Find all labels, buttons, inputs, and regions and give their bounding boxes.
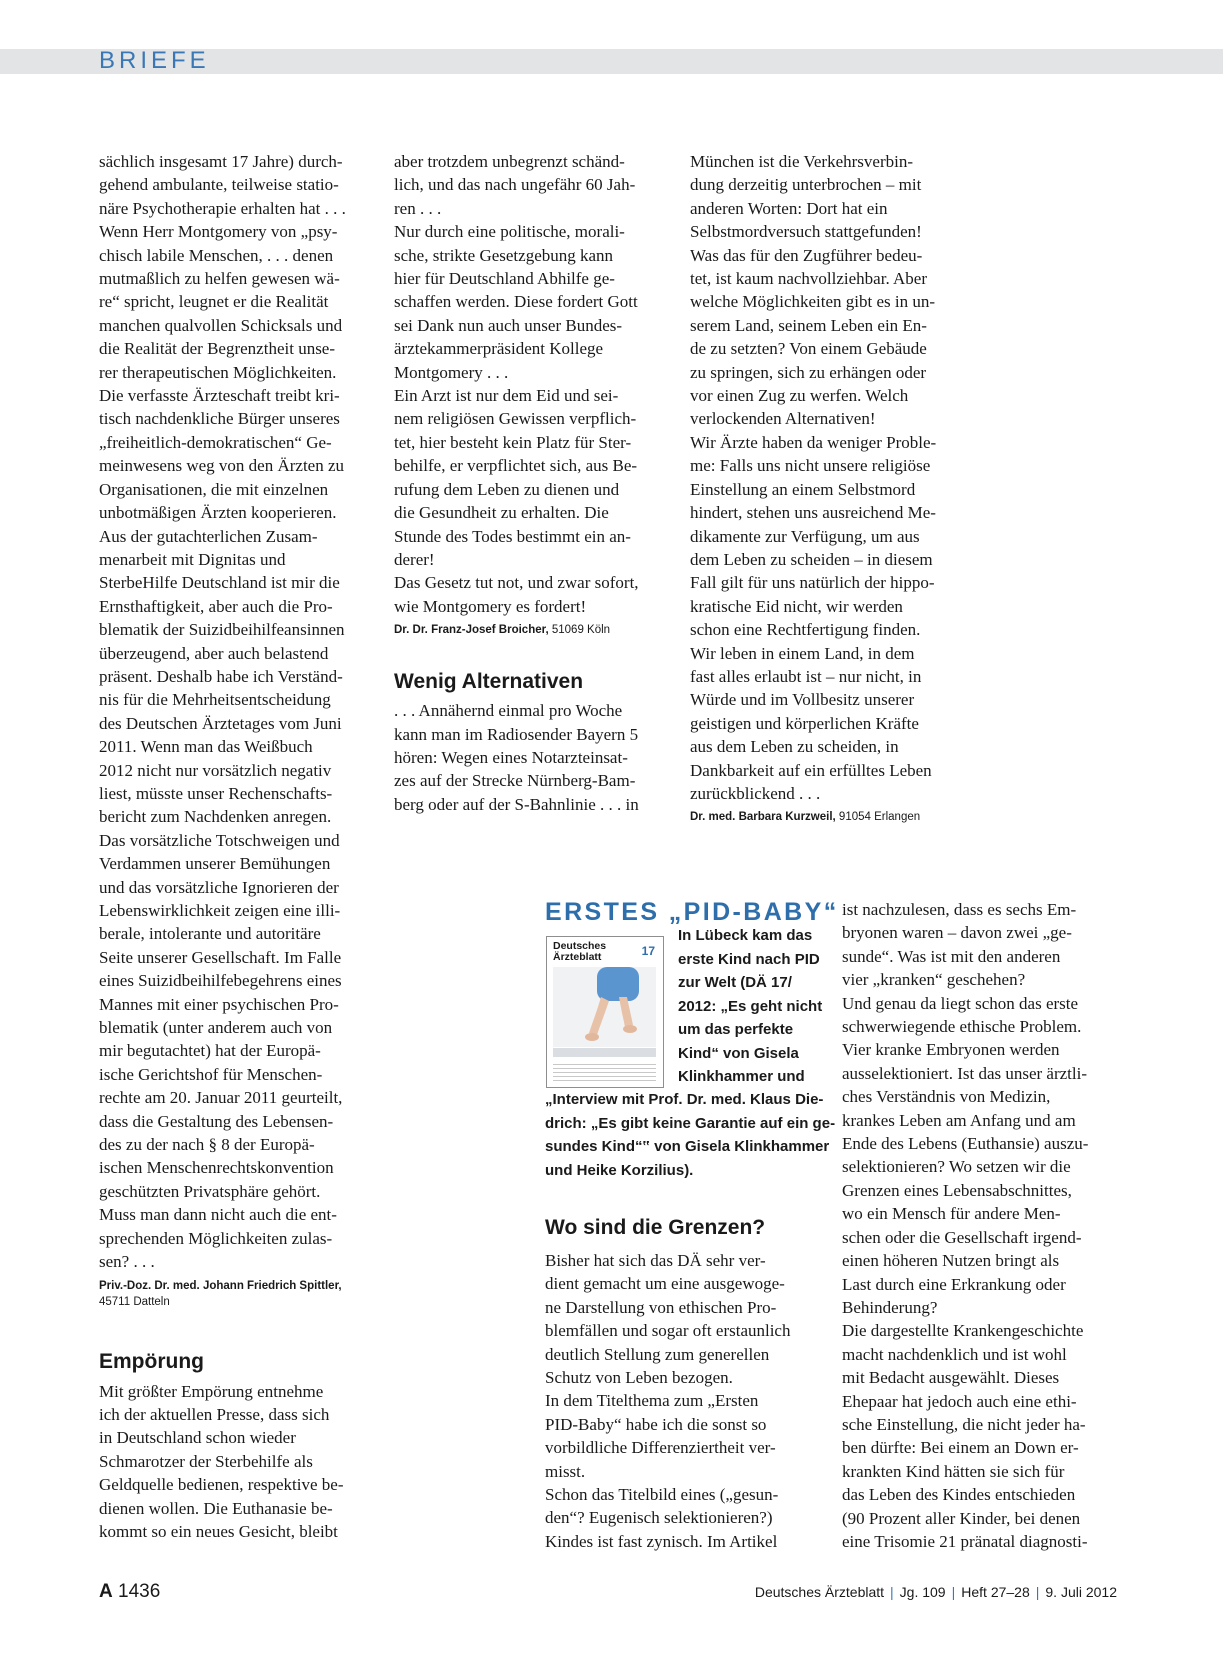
text-line: in Deutschland schon wieder	[99, 1428, 296, 1448]
text-line: Bisher hat sich das DÄ sehr ver-	[545, 1251, 766, 1270]
column-3	[690, 150, 936, 825]
text-line: selektionieren? Wo setzen wir die	[842, 1157, 1071, 1177]
column-2	[394, 150, 639, 816]
text-line: Kindes ist fast zynisch. Im Artikel	[545, 1531, 778, 1551]
text-line: sprechenden Möglichkeiten zulas-	[99, 1228, 333, 1248]
text-line: bericht zum Nachdenken anregen.	[99, 807, 332, 827]
signature-place: 45711 Datteln	[99, 1295, 170, 1308]
text-line: und das vorsätzliche Ignorieren der	[99, 877, 339, 897]
text-line: tisch nachdenkliche Bürger unseres	[99, 409, 340, 429]
text-line: blemfällen und sogar oft erstaunlich	[545, 1321, 791, 1341]
letter-headline: Wenig Alternativen	[394, 670, 584, 694]
text-line: schwerwiegende ethische Problem.	[842, 1017, 1082, 1037]
text-line: unbotmäßigen Ärzten kooperieren.	[99, 503, 337, 523]
text-line: mit Bedacht ausgewählt. Dieses	[842, 1368, 1060, 1388]
text-line: misst.	[545, 1461, 586, 1481]
text-line: schon eine Rechtfertigung finden.	[690, 620, 921, 640]
pid-letter-body-right	[842, 898, 1088, 1553]
text-line: dient gemacht um eine ausgewoge-	[545, 1274, 785, 1294]
text-line: liest, müsste unser Rechenschafts-	[99, 783, 333, 803]
text-line: Vier kranke Embryonen werden	[842, 1040, 1060, 1060]
text-line: verlockenden Alternativen!	[690, 409, 876, 429]
text-line: vorbildliche Differenziertheit ver-	[545, 1438, 776, 1458]
text-line: eines Suizidbeihilfebegehrens eines	[99, 971, 342, 991]
text-line: Ende des Lebens (Euthansie) auszu-	[842, 1134, 1089, 1154]
letter-signature	[99, 1278, 346, 1310]
text-line: geschützten Privatsphäre gehört.	[99, 1181, 321, 1201]
text-line: Schmarotzer der Sterbehilfe als	[99, 1451, 313, 1471]
text-line: zur Welt (DÄ 17/	[678, 974, 792, 991]
text-line: berale, intolerante und autoritäre	[99, 924, 321, 944]
text-line: dass die Gestaltung des Lebensen-	[99, 1111, 334, 1131]
text-line: welche Möglichkeiten gibt es in un-	[690, 292, 936, 312]
text-line: Ehepaar hat jedoch auch eine ethi-	[842, 1391, 1077, 1411]
publication-info: Deutsches Ärzteblatt | Jg. 109 | Heft 27–28 | 9. Juli 2012	[754, 1584, 1117, 1600]
text-line: tet, hier besteht kein Platz für Ster-	[394, 432, 632, 452]
text-line: Mannes mit einer psychischen Pro-	[99, 994, 339, 1014]
text-line: bryonen waren – davon zwei „ge-	[842, 923, 1072, 943]
text-line: „Interview mit Prof. Dr. med. Klaus Die-	[545, 1091, 824, 1108]
signature-name: Priv.-Doz. Dr. med. Johann Friedrich Spittler,	[99, 1279, 342, 1292]
text-line: manchen qualvollen Schicksals und	[99, 315, 343, 335]
letter-body	[99, 150, 346, 1274]
text-line: des zu der nach § 8 der Europä-	[99, 1135, 315, 1155]
text-line: Geldquelle bedienen, respektive be-	[99, 1475, 344, 1495]
text-line: sche, strikte Gesetzgebung kann	[394, 245, 614, 265]
text-line: kommt so ein neues Gesicht, bleibt	[99, 1521, 338, 1541]
text-line: ist nachzulesen, dass es sechs Em-	[842, 900, 1077, 919]
text-line: Würde und im Vollbesitz unserer	[690, 690, 915, 710]
text-line: um das perfekte	[678, 1021, 794, 1038]
text-line: Wir leben in einem Land, in dem	[690, 643, 915, 663]
text-line: Wir Ärzte haben da weniger Proble-	[690, 432, 937, 452]
text-line: anderen Worten: Dort hat ein	[690, 198, 888, 218]
pid-intro-short	[678, 924, 822, 1089]
text-line: berg oder auf der S-Bahnlinie . . . in	[394, 794, 639, 814]
text-line: me: Falls uns nicht unsere religiöse	[690, 456, 931, 476]
cover-title-line: Deutsches	[553, 940, 607, 952]
text-line: Das vorsätzliche Totschweigen und	[99, 830, 340, 850]
cover-band	[553, 1048, 656, 1057]
text-line: kratische Eid nicht, wir werden	[690, 596, 903, 616]
text-line: Mit größter Empörung entnehme	[99, 1381, 324, 1401]
signature-place: 51069 Köln	[551, 624, 611, 637]
text-line: sächlich insgesamt 17 Jahre) durch-	[99, 152, 343, 171]
text-line: Organisationen, die mit einzelnen	[99, 479, 329, 499]
text-line: Ernsthaftigkeit, aber auch die Pro-	[99, 596, 333, 616]
text-line: Schutz von Leben bezogen.	[545, 1368, 733, 1388]
signature-place: 91054 Erlangen	[838, 811, 921, 824]
column-1	[99, 150, 346, 1543]
text-line: vor einen Zug zu werfen. Welch	[690, 386, 909, 406]
text-line: krankes Leben am Anfang und am	[842, 1110, 1076, 1130]
letter-body	[99, 1380, 346, 1544]
text-line: präsent. Deshalb habe ich Verständ-	[99, 666, 343, 686]
text-line: kann man im Radiosender Bayern 5	[394, 724, 639, 744]
text-line: serem Land, seinem Leben ein En-	[690, 315, 927, 335]
issue: Heft 27–28	[961, 1584, 1030, 1600]
text-line: ärztekammerpräsident Kollege	[394, 339, 604, 359]
pid-intro-full	[545, 1088, 835, 1182]
volume: Jg. 109	[899, 1584, 946, 1600]
text-line: meinwesens weg von den Ärzten zu	[99, 456, 345, 476]
text-line: lich, und das nach ungefähr 60 Jah-	[394, 175, 636, 195]
text-line: Aus der gutachterlichen Zusam-	[99, 526, 318, 546]
text-line: ben dürfte: Bei einem an Down er-	[842, 1438, 1079, 1458]
letter-body	[690, 150, 936, 805]
text-line: Kind“ von Gisela	[678, 1044, 799, 1062]
text-line: dung derzeitig unterbrochen – mit	[690, 175, 922, 195]
text-line: fast alles erlaubt ist – nur nicht, in	[690, 666, 922, 686]
text-line: gehend ambulante, teilweise statio-	[99, 175, 339, 195]
text-line: Muss man dann nicht auch die ent-	[99, 1205, 337, 1225]
text-line: näre Psychotherapie erhalten hat . . .	[99, 198, 346, 218]
letter-headline: Empörung	[99, 1349, 204, 1373]
text-line: sundes Kind“‟ von Gisela Klinkhammer	[545, 1138, 830, 1155]
text-line: aber trotzdem unbegrenzt schänd-	[394, 152, 625, 171]
text-line: Montgomery . . .	[394, 362, 509, 382]
text-line: sunde“. Was ist mit den anderen	[842, 946, 1061, 966]
text-line: Das Gesetz tut not, und zwar sofort,	[394, 573, 639, 593]
text-line: Last durch eine Erkrankung oder	[842, 1274, 1066, 1294]
cover-title	[553, 941, 606, 963]
text-line: rer therapeutischen Möglichkeiten.	[99, 362, 337, 382]
issue-date: 9. Juli 2012	[1045, 1584, 1117, 1600]
text-line: Seite unserer Gesellschaft. Im Falle	[99, 947, 342, 967]
text-line: re“ spricht, leugnet er die Realität	[99, 292, 329, 312]
text-line: Grenzen eines Lebensabschnittes,	[842, 1180, 1072, 1200]
text-line: sche Einstellung, die nicht jeder ha-	[842, 1414, 1086, 1434]
text-line: erste Kind nach PID	[678, 950, 820, 968]
text-line: zu springen, sich zu erhängen oder	[690, 362, 927, 382]
text-line: „freiheitlich-demokratischen“ Ge-	[99, 432, 332, 452]
text-line: drich: „Es gibt keine Garantie auf ein ge-	[545, 1114, 836, 1132]
text-line: dienen wollen. Die Euthanasie be-	[99, 1498, 333, 1518]
text-line: sen? . . .	[99, 1252, 155, 1272]
text-line: ren . . .	[394, 198, 442, 218]
text-line: hier für Deutschland Abhilfe ge-	[394, 269, 615, 289]
text-line: vier „kranken“ geschehen?	[842, 970, 1026, 990]
cover-title-line: Ärzteblatt	[553, 951, 602, 963]
text-line: chisch labile Menschen, . . . denen	[99, 245, 334, 265]
text-line: rechte am 20. Januar 2011 geurteilt,	[99, 1088, 343, 1108]
text-line: rufung dem Leben zu dienen und	[394, 479, 620, 499]
text-line: Und genau da liegt schon das erste	[842, 993, 1079, 1013]
cover-issue-number: 17	[641, 944, 655, 958]
text-line: Selbstmordversuch stattgefunden!	[690, 222, 922, 242]
text-line: eine Trisomie 21 pränatal diagnosti-	[842, 1531, 1088, 1551]
text-line: Stunde des Todes bestimmt ein an-	[394, 526, 631, 546]
text-line: Was das für den Zugführer bedeu-	[690, 245, 923, 265]
text-line: Die dargestellte Krankengeschichte	[842, 1321, 1084, 1341]
letter-body	[394, 699, 639, 816]
text-line: blematik (unter anderem auch von	[99, 1018, 333, 1038]
text-line: behilfe, er verpflichtet sich, aus Be-	[394, 456, 638, 476]
text-line: geistigen und körperlichen Kräfte	[690, 713, 919, 733]
text-line: deutlich Stellung zum generellen	[545, 1344, 770, 1364]
pid-letter-body	[545, 1249, 790, 1553]
text-line: macht nachdenklich und ist wohl	[842, 1344, 1067, 1364]
text-line: . . . Annähernd einmal pro Woche	[394, 701, 623, 721]
text-line: dikamente zur Verfügung, um aus	[690, 526, 920, 546]
text-line: aus dem Leben zu scheiden, in	[690, 737, 899, 757]
pid-section-heading: ERSTES „PID-BABY“	[545, 898, 839, 926]
text-line: 2012: „Es geht nicht	[678, 997, 823, 1015]
text-line: mutmaßlich zu helfen gewesen wä-	[99, 269, 340, 289]
text-line: ches Verständnis von Medizin,	[842, 1087, 1051, 1107]
text-line: de zu setzten? Von einem Gebäude	[690, 339, 927, 359]
text-line: ischen Menschenrechtskonvention	[99, 1158, 334, 1178]
text-line: mir begutachtet) hat der Europä-	[99, 1041, 321, 1061]
text-line: die Gesundheit zu erhalten. Die	[394, 503, 609, 523]
text-line: zurückblickend . . .	[690, 783, 821, 803]
text-line: menarbeit mit Dignitas und	[99, 549, 286, 569]
text-line: Verdammen unserer Bemühungen	[99, 854, 331, 874]
text-line: In Lübeck kam das	[678, 927, 813, 944]
text-line: 2011. Wenn man das Weißbuch	[99, 737, 313, 757]
cover-text-lines	[553, 1061, 656, 1081]
text-line: ne Darstellung von ethischen Pro-	[545, 1297, 777, 1317]
text-line: SterbeHilfe Deutschland ist mir die	[99, 573, 340, 593]
text-line: Behinderung?	[842, 1297, 938, 1317]
text-line: überzeugend, aber auch belastend	[99, 643, 329, 663]
text-line: Die verfasste Ärzteschaft treibt kri-	[99, 386, 340, 406]
text-line: das Leben des Kindes entschieden	[842, 1485, 1076, 1505]
text-line: PID-Baby“ habe ich die sonst so	[545, 1414, 767, 1434]
section-label: BRIEFE	[99, 47, 210, 74]
text-line: In dem Titelthema zum „Ersten	[545, 1391, 759, 1411]
text-line: zes auf der Strecke Nürnberg-Bam-	[394, 771, 636, 791]
text-line: Nur durch eine politische, morali-	[394, 222, 625, 242]
text-line: des Deutschen Ärztetages vom Juni	[99, 713, 342, 733]
text-line: ich der aktuellen Presse, dass sich	[99, 1404, 330, 1424]
text-line: und Heike Korzilius).	[545, 1161, 694, 1179]
signature-name: Dr. med. Barbara Kurzweil,	[690, 811, 836, 824]
text-line: sei Dank nun auch unser Bundes-	[394, 315, 623, 335]
text-line: wie Montgomery es fordert!	[394, 596, 587, 616]
text-line: schen oder die Gesellschaft irgend-	[842, 1227, 1082, 1247]
text-line: den“? Eugenisch selektionieren?)	[545, 1508, 773, 1528]
page-number-value: 1436	[118, 1581, 161, 1602]
page-number	[99, 1581, 160, 1603]
text-line: (90 Prozent aller Kinder, bei denen	[842, 1508, 1081, 1528]
text-line: die Realität der Begrenztheit unse-	[99, 339, 336, 359]
letter-headline: Wo sind die Grenzen?	[545, 1216, 766, 1239]
text-line: nis für die Mehrheitsentscheidung	[99, 690, 331, 710]
journal-name: Deutsches Ärzteblatt	[754, 1584, 885, 1600]
text-line: Ein Arzt ist nur dem Eid und sei-	[394, 386, 619, 406]
text-line: Fall gilt für uns natürlich der hippo-	[690, 573, 935, 593]
letter-signature	[394, 622, 639, 638]
letter-signature	[690, 809, 936, 825]
text-line: Dankbarkeit auf ein erfülltes Leben	[690, 760, 932, 780]
text-line: Einstellung an einem Selbstmord	[690, 479, 916, 499]
text-line: Wenn Herr Montgomery von „psy-	[99, 222, 338, 242]
text-line: Schon das Titelbild eines („gesun-	[545, 1485, 779, 1505]
text-line: einen höheren Nutzen bringt als	[842, 1251, 1060, 1271]
text-line: hindert, stehen uns ausreichend Me-	[690, 503, 936, 523]
signature-name: Dr. Dr. Franz-Josef Broicher,	[394, 624, 549, 637]
text-line: ausselektioniert. Ist das unser ärztli-	[842, 1063, 1088, 1083]
text-line: Klinkhammer und	[678, 1068, 805, 1085]
text-line: hören: Wegen eines Notarzteinsat-	[394, 747, 628, 767]
text-line: krankten Kind hätten sie sich für	[842, 1461, 1065, 1481]
text-line: wo ein Mensch für andere Men-	[842, 1204, 1061, 1224]
text-line: blematik der Suizidbeihilfeansinnen	[99, 620, 345, 640]
text-line: ische Gerichtshof für Menschen-	[99, 1064, 323, 1084]
text-line: tet, ist kaum nachvollziehbar. Aber	[690, 269, 927, 289]
text-line: München ist die Verkehrsverbin-	[690, 152, 913, 171]
magazine-cover-thumbnail	[546, 936, 664, 1088]
baby-feet-image	[553, 967, 656, 1047]
text-line: Lebenswirklichkeit zeigen eine illi-	[99, 901, 341, 920]
page-prefix: A	[99, 1581, 113, 1602]
text-line: schaffen werden. Diese fordert Gott	[394, 292, 638, 312]
text-line: 2012 nicht nur vorsätzlich negativ	[99, 760, 332, 780]
text-line: derer!	[394, 549, 435, 569]
text-line: nem religiösen Gewissen verpflich-	[394, 409, 637, 429]
letter-body	[394, 150, 639, 618]
text-line: dem Leben zu scheiden – in diesem	[690, 549, 933, 569]
